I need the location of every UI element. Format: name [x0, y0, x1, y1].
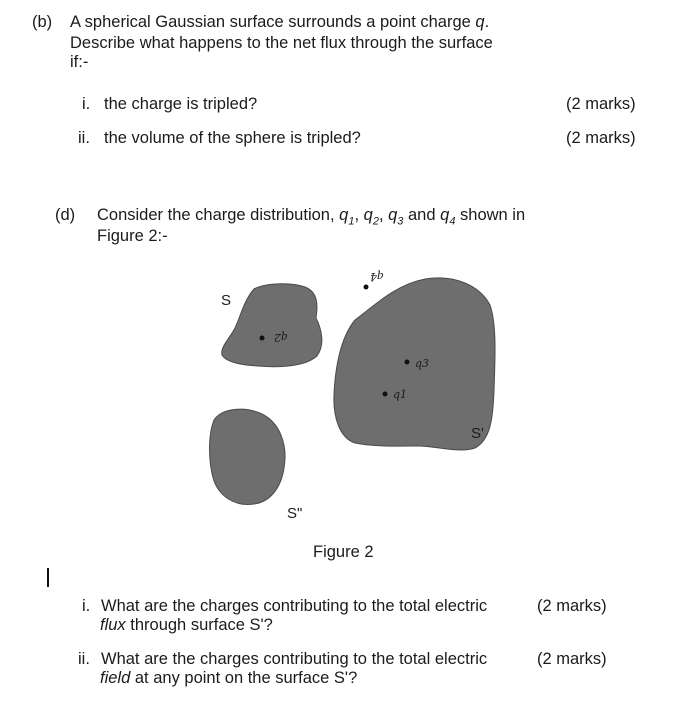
part-d-item-2-line-1: What are the charges contributing to the total electric	[101, 650, 488, 668]
q3-label: q3	[415, 357, 430, 370]
charge-q-symbol: q	[475, 13, 485, 31]
part-b-item-2-number: ii.	[78, 129, 90, 147]
surface-s-shape	[222, 284, 322, 367]
figure-caption: Figure 2	[313, 543, 374, 561]
part-b-item-1-number: i.	[82, 95, 91, 113]
text-cursor	[47, 568, 49, 587]
surface-s-label: S	[221, 292, 232, 309]
part-d-item-1-marks: (2 marks)	[537, 597, 607, 615]
flux-word: flux	[100, 616, 126, 634]
q4-subscript: 4	[449, 215, 456, 228]
part-d-line1-text: Consider the charge distribution,	[97, 206, 340, 224]
part-d-item-2-line-2	[100, 668, 357, 688]
part-d-item-2-number: ii.	[78, 650, 90, 668]
part-b-item-1-text: the charge is tripled?	[104, 95, 258, 113]
part-b-item-2-marks: (2 marks)	[566, 129, 636, 147]
part-b-question-line-3: if:-	[70, 53, 89, 71]
part-b-item-2-text: the volume of the sphere is tripled?	[104, 129, 361, 147]
q3-dot	[405, 360, 410, 365]
part-d-item-2-line-2-rest: at any point on the surface S'?	[130, 669, 358, 687]
q1-dot	[383, 392, 388, 397]
q4-dot	[364, 285, 369, 290]
surface-s-prime-label: S'	[471, 425, 484, 442]
part-b-line1-text: A spherical Gaussian surface surrounds a point charge	[70, 13, 476, 31]
part-d-item-2-marks: (2 marks)	[537, 650, 607, 668]
q2-subscript: 2	[372, 215, 379, 228]
q1-label: q1	[393, 388, 408, 401]
and-text: and	[403, 206, 441, 224]
q2-label: q2	[273, 331, 288, 344]
q3-subscript: 3	[397, 215, 404, 228]
q1-subscript: 1	[348, 215, 355, 228]
part-b-item-1-marks: (2 marks)	[566, 95, 636, 113]
part-b-label: (b)	[32, 13, 53, 31]
surface-s-double-prime-shape	[210, 409, 286, 504]
q2-dot	[260, 336, 265, 341]
q2-symbol: q	[363, 206, 373, 224]
part-d-item-1-line-1: What are the charges contributing to the total electric	[101, 597, 488, 615]
part-d-line1-end: shown in	[455, 206, 526, 224]
part-d-item-1-line-2-rest: through surface S'?	[125, 616, 273, 634]
part-d-question-line-2: Figure 2:-	[97, 227, 168, 245]
part-d-question-line-1: Consider the charge distribution, $q_1$, $q_2$, $q_3$ and $q_4$ shown in	[97, 206, 526, 228]
q4-label: q4	[369, 270, 384, 283]
part-d-item-1-line-2	[100, 615, 273, 635]
part-b-question-line-2: Describe what happens to the net flux through the surface	[70, 34, 493, 52]
surface-s-double-prime-label: S"	[287, 505, 303, 522]
field-word: field	[100, 669, 131, 687]
q1-symbol: q	[339, 206, 349, 224]
q4-symbol: q	[440, 206, 450, 224]
part-d-label: (d)	[55, 206, 76, 224]
part-b-line1-period: .	[484, 13, 490, 31]
part-d-item-1-number: i.	[82, 597, 91, 615]
q3-symbol: q	[388, 206, 398, 224]
